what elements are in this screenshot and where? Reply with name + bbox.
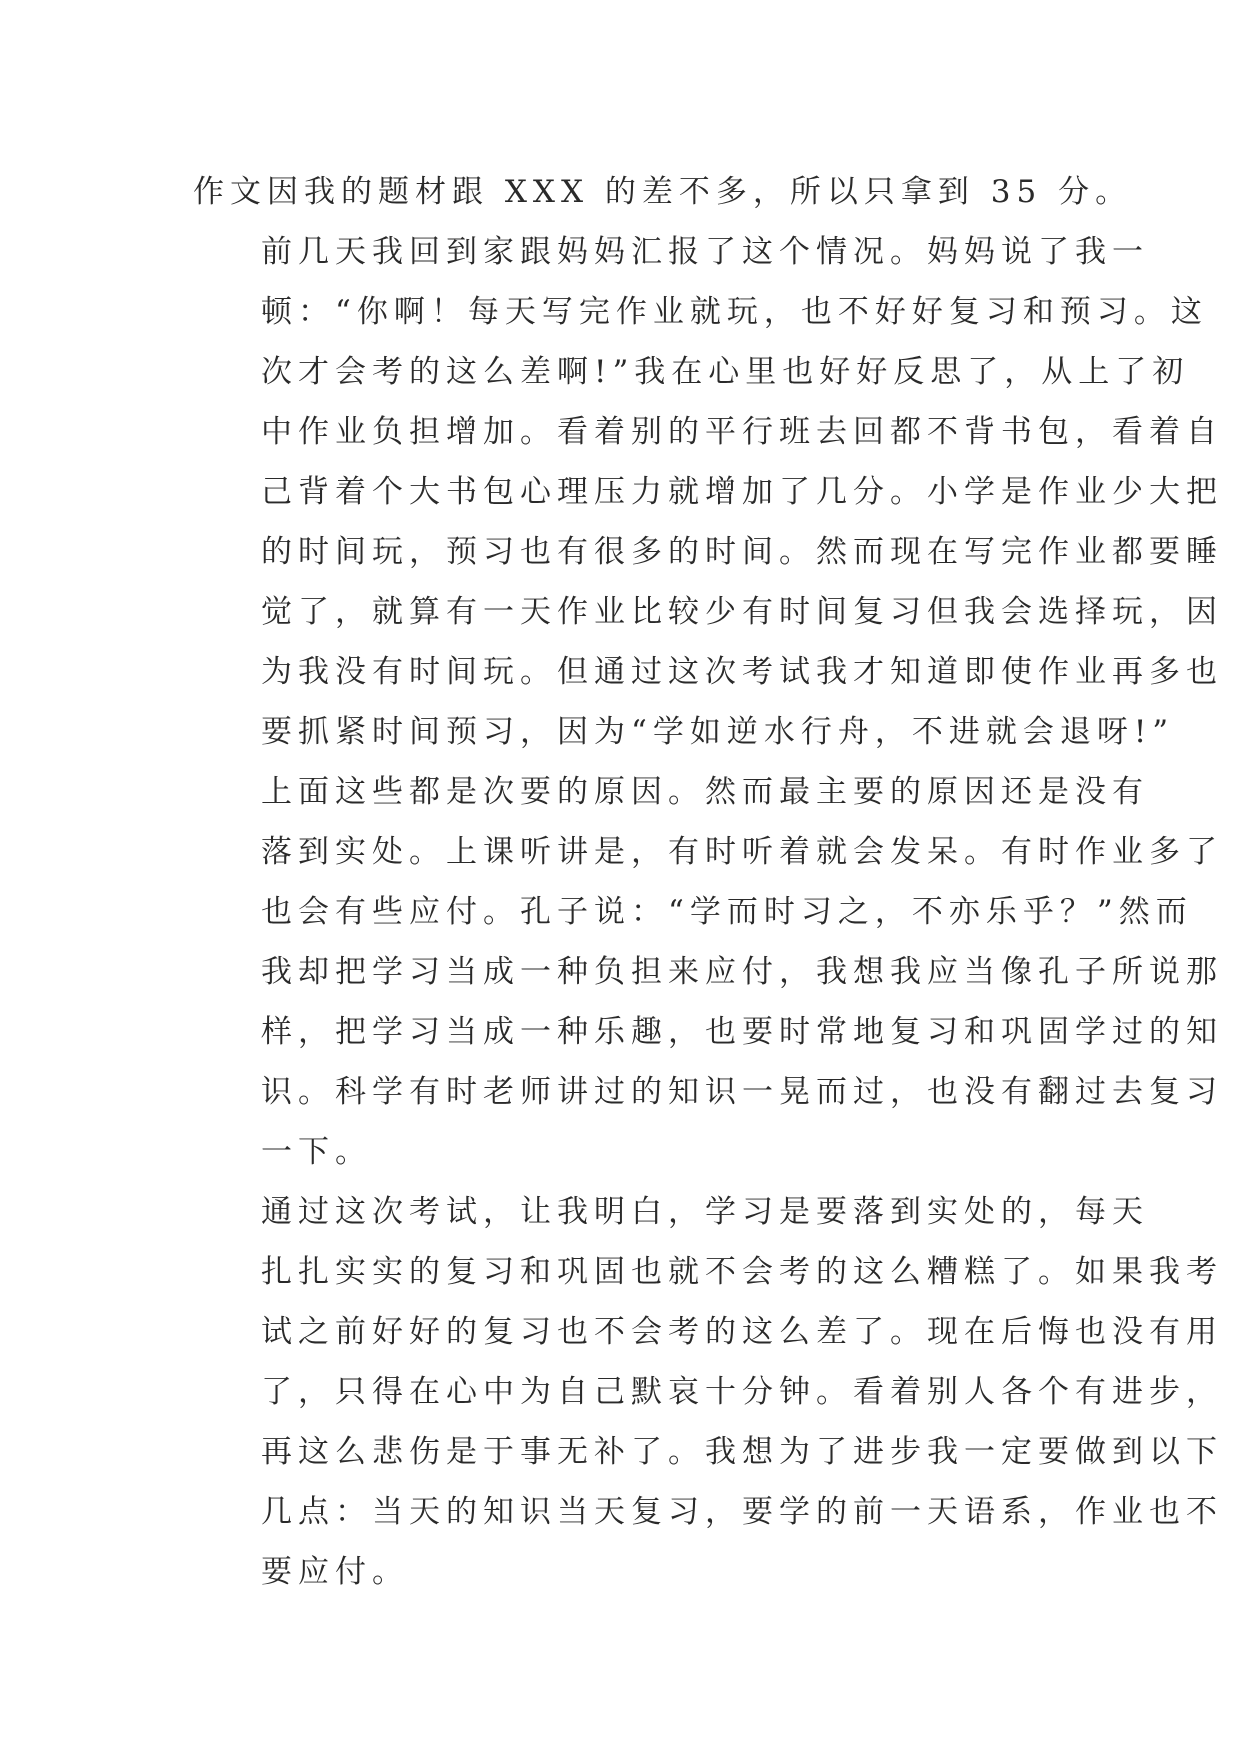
text-line: 为我没有时间玩。但通过这次考试我才知道即使作业再多也: [261, 654, 1223, 690]
text-line: 我却把学习当成一种负担来应付，我想我应当像孔子所说那: [261, 954, 1223, 990]
text-line: 中作业负担增加。看着别的平行班去回都不背书包，看着自: [261, 414, 1223, 450]
text-line: 次才会考的这么差啊!”我在心里也好好反思了，从上了初: [261, 354, 1190, 390]
text-line: 也会有些应付。孔子说：“学而时习之，不亦乐乎？”然而: [261, 894, 1193, 930]
text-line: 再这么悲伤是于事无补了。我想为了进步我一定要做到以下: [261, 1434, 1223, 1470]
paragraph-4: [193, 1182, 1223, 1602]
paragraph-1: [193, 162, 1133, 222]
text-line: 要应付。: [261, 1554, 409, 1590]
text-line: 通过这次考试，让我明白，学习是要落到实处的，每天: [261, 1194, 1149, 1230]
text-line: 样，把学习当成一种乐趣，也要时常地复习和巩固学过的知: [261, 1014, 1223, 1050]
text-line: 顿：“你啊！每天写完作业就玩，也不好好复习和预习。这: [261, 294, 1208, 330]
text-line: 几点：当天的知识当天复习，要学的前一天语系，作业也不: [261, 1494, 1223, 1530]
text-line: 试之前好好的复习也不会考的这么差了。现在后悔也没有用: [261, 1314, 1223, 1350]
paragraph-3: [193, 762, 1223, 1182]
text-line: 上面这些都是次要的原因。然而最主要的原因还是没有: [261, 774, 1149, 810]
text-line: 扎扎实实的复习和巩固也就不会考的这么糟糕了。如果我考: [261, 1254, 1223, 1290]
text-line: 作文因我的题材跟 XXX 的差不多，所以只拿到 35 分。: [193, 174, 1133, 210]
text-line: 觉了，就算有一天作业比较少有时间复习但我会选择玩，因: [261, 594, 1223, 630]
text-line: 的时间玩，预习也有很多的时间。然而现在写完作业都要睡: [261, 534, 1223, 570]
text-line: 了，只得在心中为自己默哀十分钟。看着别人各个有进步，: [261, 1374, 1223, 1410]
text-line: 落到实处。上课听讲是，有时听着就会发呆。有时作业多了: [261, 834, 1223, 870]
paragraph-2: [193, 222, 1223, 762]
text-line: 识。科学有时老师讲过的知识一晃而过，也没有翻过去复习: [261, 1074, 1223, 1110]
text-line: 要抓紧时间预习，因为“学如逆水行舟，不进就会退呀!”: [261, 714, 1175, 750]
text-line: 前几天我回到家跟妈妈汇报了这个情况。妈妈说了我一: [261, 234, 1149, 270]
essay-body: [193, 162, 1223, 1602]
text-line: 己背着个大书包心理压力就增加了几分。小学是作业少大把: [261, 474, 1223, 510]
text-line: 一下。: [261, 1134, 372, 1170]
